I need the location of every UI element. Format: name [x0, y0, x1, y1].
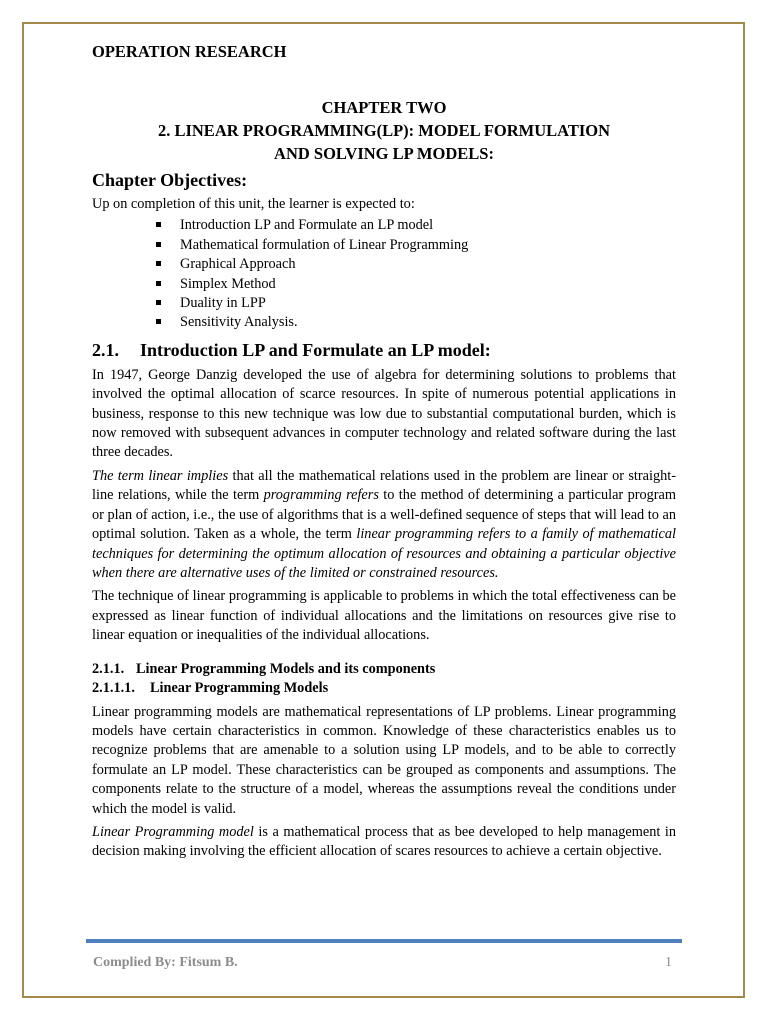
objective-item: Introduction LP and Formulate an LP model — [156, 216, 676, 235]
section-heading-2-1 — [92, 338, 676, 362]
objectives-intro: Up on completion of this unit, the learner is expected to: — [92, 196, 415, 212]
objective-item: Duality in LPP — [156, 294, 676, 313]
paragraph-history: In 1947, George Danzig developed the use of algebra for determining solutions to problems that involved the optimal allocation of scarce resources. In spite of numerous potential applications in business, response to this new technique was low due to substantial computational burden, which is now removed with subsequent advances in computer technology and related software during the last three decades. — [92, 366, 676, 461]
objective-item: Mathematical formulation of Linear Programming — [156, 236, 676, 255]
page-content — [92, 40, 676, 862]
objectives-heading: Chapter Objectives: — [92, 170, 248, 190]
section-title: Introduction LP and Formulate an LP model: — [140, 339, 491, 360]
page-number: 1 — [665, 955, 672, 970]
section-heading-2-1-1-1 — [92, 679, 676, 699]
bullet-icon — [156, 281, 161, 286]
footer-rule — [86, 939, 682, 943]
paragraph-model-definition: Linear Programming model is a mathematical process that as bee developed to help management in decision making involving the efficient allocation of scares resources to achieve a certain objective. — [92, 823, 676, 860]
chapter-number: CHAPTER TWO — [321, 98, 447, 117]
bullet-icon — [156, 261, 161, 266]
bullet-icon — [156, 222, 161, 227]
chapter-title-line1: 2. LINEAR PROGRAMMING(LP): MODEL FORMULATION — [157, 121, 611, 140]
objectives-list — [92, 216, 676, 332]
paragraph-models: Linear programming models are mathematical representations of LP problems. Linear programming models have certain characteristics in common. Knowledge of these characteristics enables us to recognize problems that are amenable to a solution using LP models, and to be able to correctly formulate an LP model. These characteristics can be grouped as components and assumptions. The components relate to the structure of a model, whereas the assumptions reveal the conditions under which the model is valid. — [92, 703, 676, 817]
chapter-title — [92, 96, 676, 165]
section-number: 2.1.1.1. — [92, 680, 135, 697]
paragraph-applicability: The technique of linear programming is applicable to problems in which the total effectiveness can be expressed as linear function of individual allocations and the limitations on resources give rise to linear equation or inequalities of the individual allocations. — [92, 588, 676, 644]
objective-item: Sensitivity Analysis. — [156, 313, 676, 332]
running-head: OPERATION RESEARCH — [92, 42, 287, 61]
objective-item: Simplex Method — [156, 275, 676, 294]
section-number: 2.1.1. — [92, 660, 125, 677]
bullet-icon — [156, 242, 161, 247]
footer-author: Complied By: Fitsum B. — [93, 955, 238, 970]
section-title: Linear Programming Models and its components — [136, 660, 436, 677]
bullet-icon — [156, 319, 161, 324]
paragraph-definition: The term linear implies that all the mathematical relations used in the problem are linear or straight-line relations, while the term programming refers to the method of determining a particular program or plan of action, i.e., the use of algorithms that is a well-defined sequence of steps that will lead to an optimal solution. Taken as a whole, the term linear programming refers to a family of mathematical techniques for determining the optimum allocation of resources and obtaining a particular objective when there are alternative uses of the limited or constrained resources. — [92, 467, 677, 581]
bullet-icon — [156, 300, 161, 305]
section-number: 2.1. — [92, 339, 119, 360]
chapter-title-line2: AND SOLVING LP MODELS: — [274, 144, 494, 163]
objective-item: Graphical Approach — [156, 255, 676, 274]
section-heading-2-1-1 — [92, 660, 676, 680]
section-title: Linear Programming Models — [150, 680, 329, 697]
